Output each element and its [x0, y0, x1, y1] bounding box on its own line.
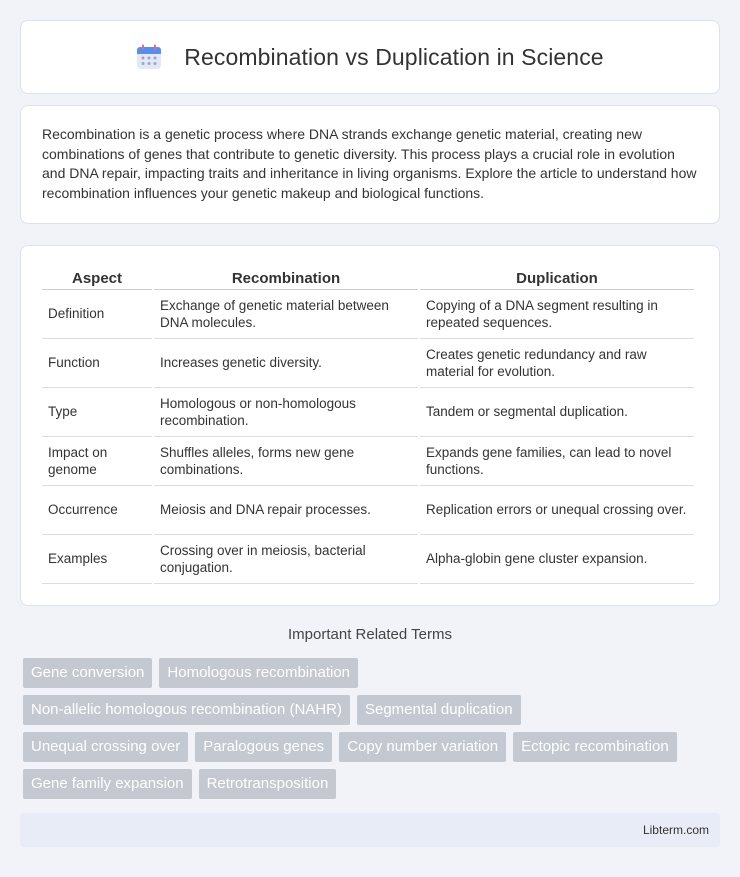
table-row: [42, 290, 694, 339]
table-cell: Exchange of genetic material between DNA molecules.: [154, 290, 418, 339]
table-cell: Homologous or non-homologous recombination.: [154, 388, 418, 437]
table-cell: Tandem or segmental duplication.: [420, 388, 694, 437]
footer: [20, 813, 720, 847]
related-term-tag[interactable]: Homologous recombination: [159, 658, 358, 688]
related-term-tag[interactable]: Segmental duplication: [357, 695, 521, 725]
table-cell: Copying of a DNA segment resulting in repeated sequences.: [420, 290, 694, 339]
header-card: [20, 20, 720, 94]
table-row: [42, 388, 694, 437]
calendar-icon: [136, 44, 162, 70]
related-term-tag[interactable]: Copy number variation: [339, 732, 506, 762]
intro-card: [20, 105, 720, 224]
table-cell: Expands gene families, can lead to novel functions.: [420, 437, 694, 486]
table-cell: Meiosis and DNA repair processes.: [154, 486, 418, 535]
table-cell: Impact on genome: [42, 437, 152, 486]
page-title: Recombination vs Duplication in Science: [184, 43, 604, 70]
related-terms-list: [23, 658, 723, 806]
comparison-table-card: [20, 245, 720, 606]
table-row: [42, 437, 694, 486]
table-cell: Examples: [42, 535, 152, 584]
table-cell: Function: [42, 339, 152, 388]
related-term-tag[interactable]: Non-allelic homologous recombination (NAHR): [23, 695, 350, 725]
column-header: Duplication: [420, 264, 694, 290]
table-cell: Increases genetic diversity.: [154, 339, 418, 388]
table-cell: Crossing over in meiosis, bacterial conjugation.: [154, 535, 418, 584]
related-term-tag[interactable]: Gene family expansion: [23, 769, 192, 799]
table-header-row: [42, 264, 694, 290]
column-header: Recombination: [154, 264, 418, 290]
related-terms-title: Important Related Terms: [288, 626, 452, 643]
table-cell: Replication errors or unequal crossing over.: [420, 486, 694, 535]
table-cell: Creates genetic redundancy and raw material for evolution.: [420, 339, 694, 388]
related-term-tag[interactable]: Gene conversion: [23, 658, 152, 688]
related-term-tag[interactable]: Retrotransposition: [199, 769, 337, 799]
table-row: [42, 486, 694, 535]
related-term-tag[interactable]: Unequal crossing over: [23, 732, 188, 762]
related-term-tag[interactable]: Paralogous genes: [195, 732, 332, 762]
table-row: [42, 535, 694, 584]
intro-text: Recombination is a genetic process where DNA strands exchange genetic material, creating new combinations of genes that contribute to genetic diversity. This process plays a crucial role in evolution and DNA repair, impacting traits and inheritance in living organisms. Explore the article to understand how recombination influences your genetic makeup and biological functions.: [42, 126, 697, 201]
table-row: [42, 339, 694, 388]
table-cell: Shuffles alleles, forms new gene combinations.: [154, 437, 418, 486]
table-cell: Type: [42, 388, 152, 437]
comparison-table: [40, 264, 696, 584]
column-header: Aspect: [42, 264, 152, 290]
table-cell: Occurrence: [42, 486, 152, 535]
table-cell: Definition: [42, 290, 152, 339]
table-cell: Alpha-globin gene cluster expansion.: [420, 535, 694, 584]
footer-site-link[interactable]: Libterm.com: [642, 823, 709, 837]
related-term-tag[interactable]: Ectopic recombination: [513, 732, 677, 762]
